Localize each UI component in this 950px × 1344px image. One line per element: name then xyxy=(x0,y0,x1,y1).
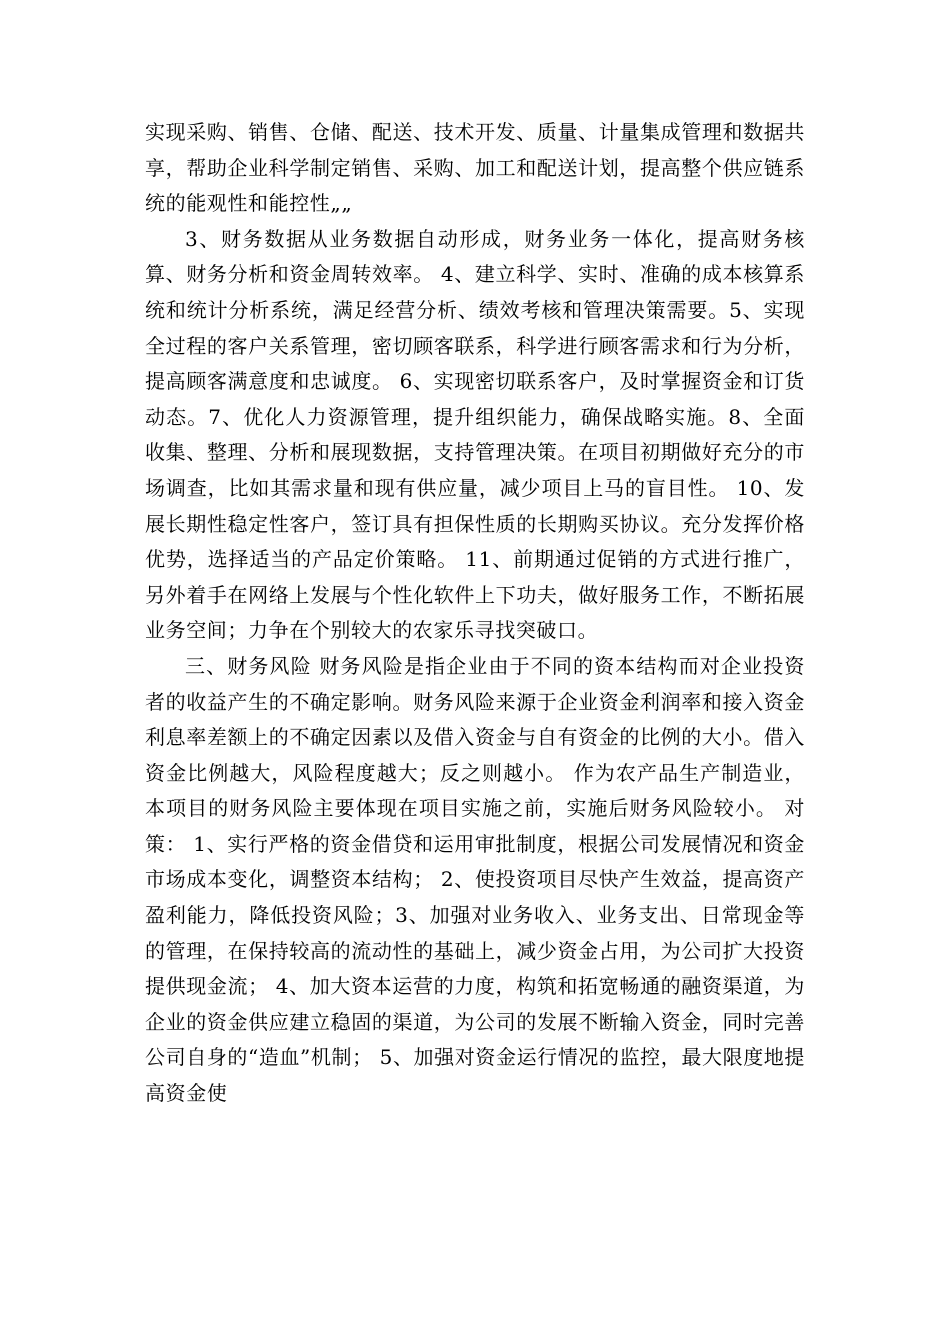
paragraph-financial-goals: 3、财务数据从业务数据自动形成，财务业务一体化，提高财务核算、财务分析和资金周转效率。 4、建立科学、实时、准确的成本核算系统和统计分析系统，满足经营分析、绩效考核和管理决策需要。5、实现全过程的客户关系管理，密切顾客联系，科学进行顾客需求和行为分析，提高顾客满意度和忠诚度。 6、实现密切联系客户，及时掌握资金和订货动态。7、优化人力资源管理，提升组织能力，确保战略实施。8、全面收集、整理、分析和展现数据，支持管理决策。在项目初期做好充分的市场调查，比如其需求量和现有供应量，减少项目上马的盲目性。 10、发展长期性稳定性客户，签订具有担保性质的长期购买协议。充分发挥价格优势，选择适当的产品定价策略。 11、前期通过促销的方式进行推广，另外着手在网络上发展与个性化软件上下功夫，做好服务工作，不断拓展业务空间；力争在个别较大的农家乐寻找突破口。 xyxy=(145,226,805,643)
body-text xyxy=(145,115,805,1112)
paragraph-supply-chain: 实现采购、销售、仓储、配送、技术开发、质量、计量集成管理和数据共享，帮助企业科学制定销售、采购、加工和配送计划，提高整个供应链系统的能观性和能控性„„ xyxy=(145,120,805,216)
paragraph-financial-risk: 三、财务风险 财务风险是指企业由于不同的资本结构而对企业投资者的收益产生的不确定影响。财务风险来源于企业资金利润率和接入资金利息率差额上的不确定因素以及借入资金与自有资金的比例的大小。借入资金比例越大，风险程度越大；反之则越小。 作为农产品生产制造业，本项目的财务风险主要体现在项目实施之前，实施后财务风险较小。 对策： 1、实行严格的资金借贷和运用审批制度，根据公司发展情况和资金市场成本变化，调整资本结构； 2、使投资项目尽快产生效益，提高资产盈利能力，降低投资风险；3、加强对业务收入、业务支出、日常现金等的管理，在保持较高的流动性的基础上，减少资金占用，为公司扩大投资提供现金流； 4、加大资本运营的力度，构筑和拓宽畅通的融资渠道，为企业的资金供应建立稳固的渠道，为公司的发展不断输入资金，同时完善公司自身的“造血”机制； 5、加强对资金运行情况的监控，最大限度地提高资金使 xyxy=(145,653,805,1106)
